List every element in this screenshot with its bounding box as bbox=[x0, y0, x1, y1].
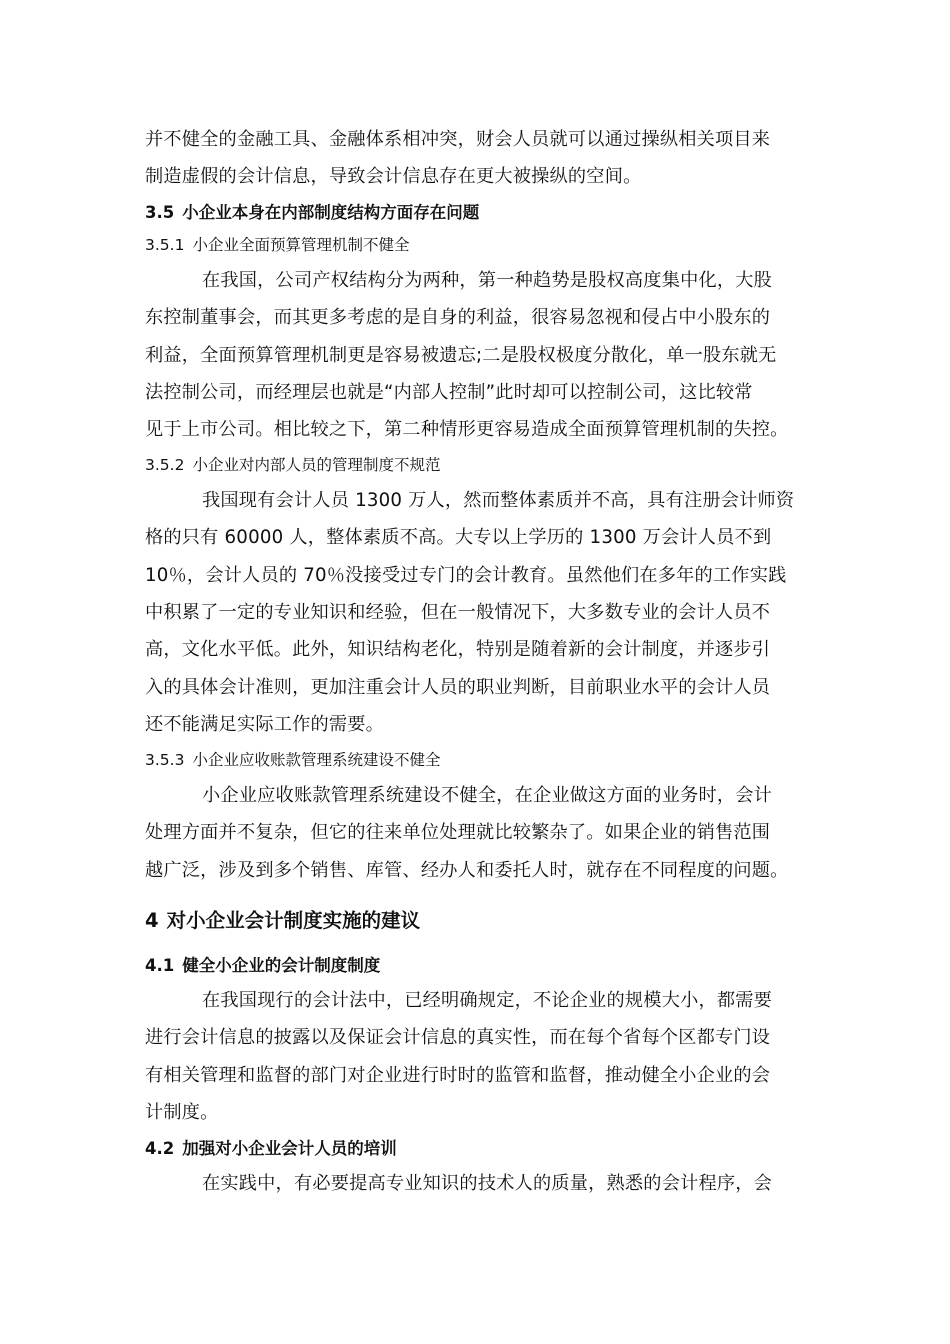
paragraph bbox=[145, 982, 807, 1132]
heading-number: 3.5.2 bbox=[145, 455, 185, 474]
text-line: 越广泛，涉及到多个销售、库管、经办人和委托人时，就存在不同程度的问题。 bbox=[145, 859, 789, 881]
paragraph bbox=[145, 262, 807, 449]
text-line: 格的只有 60000 人，整体素质不高。大专以上学历的 1300 万会计人员不到 bbox=[145, 527, 772, 549]
heading-title: 加强对小企业会计人员的培训 bbox=[182, 1138, 397, 1158]
heading-number: 3.5 bbox=[145, 202, 175, 222]
text-line: 还不能满足实际工作的需要。 bbox=[145, 714, 385, 736]
heading-title: 小企业本身在内部制度结构方面存在问题 bbox=[182, 202, 480, 222]
text-line: 进行会计信息的披露以及保证会计信息的真实性，而在每个省每个区都专门设 bbox=[145, 1027, 771, 1049]
paragraph bbox=[145, 482, 807, 744]
heading-number: 4 bbox=[145, 908, 159, 932]
text-line: 见于上市公司。相比较之下，第二种情形更容易造成全面预算管理机制的失控。 bbox=[145, 419, 789, 441]
subsection-heading bbox=[145, 744, 807, 777]
text-line: 在实践中，有必要提高专业知识的技术人的质量，熟悉的会计程序，会 bbox=[202, 1172, 773, 1194]
text-line: 有相关管理和监督的部门对企业进行时时的监管和监督，推动健全小企业的会 bbox=[145, 1064, 771, 1086]
text-line: 高，文化水平低。此外，知识结构老化，特别是随着新的会计制度，并逐步引 bbox=[145, 639, 771, 661]
text-line: 10％，会计人员的 70％没接受过专门的会计教育。虽然他们在多年的工作实践 bbox=[145, 564, 787, 586]
section-heading bbox=[145, 196, 807, 229]
heading-title: 小企业对内部人员的管理制度不规范 bbox=[192, 455, 441, 474]
text-line: 在我国现行的会计法中，已经明确规定，不论企业的规模大小，都需要 bbox=[202, 989, 773, 1011]
text-line: 计制度。 bbox=[145, 1102, 219, 1124]
subsection-heading bbox=[145, 449, 807, 482]
text-line: 我国现有会计人员 1300 万人，然而整体素质并不高，具有注册会计师资 bbox=[202, 489, 795, 511]
text-line: 并不健全的金融工具、金融体系相冲突，财会人员就可以通过操纵相关项目来 bbox=[145, 129, 771, 150]
text-line: 处理方面并不复杂，但它的往来单位处理就比较繁杂了。如果企业的销售范围 bbox=[145, 822, 771, 844]
paragraph bbox=[145, 777, 807, 889]
heading-number: 4.1 bbox=[145, 955, 175, 975]
text-line: 制造虚假的会计信息，导致会计信息存在更大被操纵的空间。 bbox=[145, 166, 642, 188]
text-line: 东控制董事会，而其更多考虑的是自身的利益，很容易忽视和侵占中小股东的 bbox=[145, 307, 771, 329]
text-line: 小企业应收账款管理系统建设不健全，在企业做这方面的业务时，会计 bbox=[202, 784, 773, 806]
text-line: 在我国，公司产权结构分为两种，第一种趋势是股权高度集中化，大股 bbox=[202, 269, 773, 291]
text-line: 利益，全面预算管理机制更是容易被遗忘;二是股权极度分散化，单一股东就无 bbox=[145, 344, 777, 366]
heading-title: 对小企业会计制度实施的建议 bbox=[166, 908, 421, 932]
document-body bbox=[145, 121, 807, 1202]
text-line: 法控制公司，而经理层也就是“内部人控制”此时却可以控制公司，这比较常 bbox=[145, 382, 753, 404]
paragraph bbox=[145, 1165, 807, 1202]
heading-number: 3.5.3 bbox=[145, 750, 185, 769]
chapter-heading bbox=[145, 901, 807, 941]
heading-title: 小企业全面预算管理机制不健全 bbox=[192, 235, 410, 254]
heading-number: 3.5.1 bbox=[145, 235, 185, 254]
subsection-heading bbox=[145, 229, 807, 262]
text-line: 中积累了一定的专业知识和经验，但在一般情况下，大多数专业的会计人员不 bbox=[145, 602, 771, 624]
heading-number: 4.2 bbox=[145, 1138, 175, 1158]
paragraph bbox=[145, 121, 807, 196]
heading-title: 健全小企业的会计制度制度 bbox=[182, 955, 381, 975]
section-heading bbox=[145, 1132, 807, 1165]
heading-title: 小企业应收账款管理系统建设不健全 bbox=[192, 750, 441, 769]
text-line: 入的具体会计准则，更加注重会计人员的职业判断，目前职业水平的会计人员 bbox=[145, 676, 771, 698]
section-heading bbox=[145, 949, 807, 982]
